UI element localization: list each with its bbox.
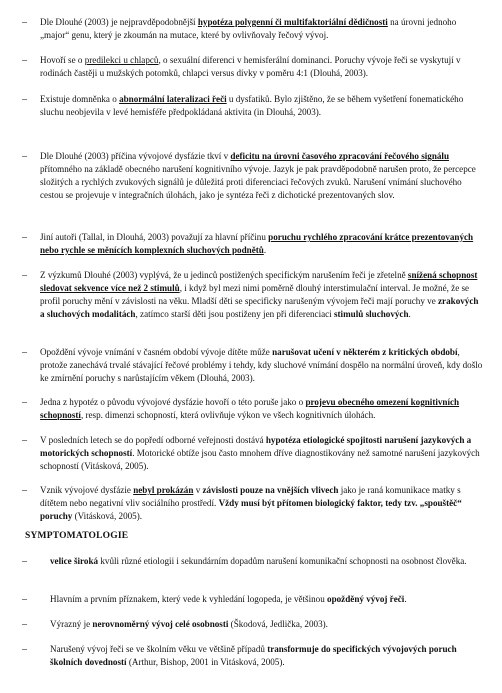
list-dash: – bbox=[22, 556, 27, 567]
list-item bbox=[40, 54, 485, 80]
list-item bbox=[50, 618, 490, 631]
list-dash: – bbox=[22, 232, 27, 243]
text-run: Existuje domněnka o bbox=[40, 94, 120, 104]
list-item bbox=[40, 396, 485, 422]
text-run: V posledních letech se do popředí odborné veřejnosti dostává bbox=[40, 435, 266, 445]
text-run: opožděný vývoj řeči bbox=[327, 594, 405, 604]
list-dash: – bbox=[22, 594, 27, 605]
text-run: , zatímco starší děti jsou postiženy jen při diferenciaci bbox=[135, 309, 334, 319]
text-run: Narušený vývoj řeči se ve školním věku ve většině případů bbox=[50, 644, 268, 654]
text-run: Vždy musí být přítomen biologický faktor, tedy tzv. „spouštěč“ poruchy bbox=[40, 498, 462, 521]
list-item bbox=[50, 555, 490, 568]
text-run: u dysfatiků. Bylo zjištěno, že se během vyšetření fonematického sluchu neobjevila v levé hemisféře předpokládaná aktivita (in Dlouhá, 2003). bbox=[40, 94, 464, 117]
text-run: stimulů sluchových bbox=[333, 309, 409, 319]
text-run: na úrovni jednoho „major“ genu, který je zkoumán na mutace, které by ovlivňovaly řečový vývoj. bbox=[40, 17, 457, 40]
list-item bbox=[40, 16, 485, 42]
text-run: přítomného na základě obecného narušení kognitivního vývoje. Jazyk je pak pravděpodobně narušen proto, že percepce složitých a rychlých zvukových signálů je důležitá proti diferenciaci řečových zvuků. Narušení vnímání sluchového cestou se projevuje v integračních úlohách, jako je syntéza řeči z dichotické prezentovaných slov. bbox=[40, 164, 476, 200]
list-dash: – bbox=[22, 619, 27, 630]
text-run: nebyl prokázán bbox=[133, 485, 194, 495]
text-run: (Arthur, Bishop, 2001 in Vitásková, 2005). bbox=[126, 657, 285, 667]
list-item bbox=[40, 269, 485, 321]
list-dash: – bbox=[22, 435, 27, 446]
text-run: abnormální lateralizaci řeči bbox=[119, 94, 227, 104]
section-heading: SYMPTOMATOLOGIE bbox=[25, 531, 129, 541]
text-run: . bbox=[408, 309, 411, 319]
list-item bbox=[50, 593, 490, 606]
list-item bbox=[40, 231, 485, 257]
list-dash: – bbox=[22, 17, 27, 28]
text-run: narušovat učení v některém z kritických období bbox=[272, 347, 458, 357]
text-run: hypotéza etiologické spojitosti narušení jazykových a motorických schopností bbox=[40, 435, 472, 458]
text-run: nerovnoměrný vývoj celé osobnosti bbox=[92, 619, 229, 629]
list-dash: – bbox=[22, 644, 27, 655]
text-run: predilekci u chlapců bbox=[84, 55, 159, 65]
text-run: . bbox=[263, 245, 267, 255]
text-run: Výrazný je bbox=[50, 619, 93, 629]
text-run: Jiní autoři (Tallal, in Dlouhá, 2003) považují za hlavní příčinu bbox=[40, 232, 269, 242]
text-run: poruchu rychlého zpracování krátce prezentovaných nebo rychle se měnících komplexních sluchových podnětů bbox=[40, 232, 474, 255]
text-run: velice široká bbox=[50, 556, 99, 566]
list-dash: – bbox=[22, 347, 27, 358]
list-item bbox=[40, 484, 485, 523]
list-dash: – bbox=[22, 397, 27, 408]
text-run: Dle Dlouhé (2003) je nejpravděpodobnější bbox=[40, 17, 198, 27]
list-dash: – bbox=[22, 55, 27, 66]
text-run: transformuje do specifických vývojových poruch školních dovedností bbox=[50, 644, 457, 667]
text-run: projevu obecného omezení kognitivních schopností bbox=[40, 397, 460, 420]
text-run: (Škodová, Jedlička, 2003). bbox=[228, 619, 328, 629]
text-run: . bbox=[404, 594, 407, 604]
list-item bbox=[40, 93, 485, 119]
text-run: zrakových a sluchových modalitách bbox=[40, 296, 479, 319]
text-run: , resp. dimenzi schopností, která ovlivňuje výkon ve všech kognitivních úlohách. bbox=[80, 410, 376, 420]
text-run: , i když byl mezi nimi poměrně dlouhý interstimulační interval. Je možné, že se profil poruchy mění v závislosti na věku. Mladší děti se specificky narušeným vývojem řeči mají poruchy ve bbox=[40, 283, 470, 306]
text-run: (Vitásková, 2005). bbox=[72, 511, 143, 521]
text-run: v bbox=[193, 485, 203, 495]
text-run: Vznik vývojové dysfázie bbox=[40, 485, 134, 495]
text-run: , o sexuální diferenci v hemisferální dominanci. Poruchy vývoje řeči se vyskytují v rodinách častěji u mužských potomků, chlapci versus dívky v poměru 4:1 (Dlouhá, 2003). bbox=[40, 55, 461, 78]
text-run: Opoždění vývoje vnímání v časném období vývoje dítěte může bbox=[40, 347, 273, 357]
text-run: Hlavním a prvním příznakem, který vede k vyhledání logopeda, je většinou bbox=[50, 594, 328, 604]
text-run: Z výzkumů Dlouhé (2003) vyplývá, že u jedinců postižených specifickým narušením řeči je zřetelně bbox=[40, 270, 408, 280]
text-run: , protože zanechává trvalé stávající řečové problémy i tehdy, kdy sluchové vnímání dospělo na normální úroveň, kdy došlo ke zmírnění poruchy s narůstajícím věkem (Dlouhá, 2003). bbox=[40, 347, 483, 383]
list-dash: – bbox=[22, 270, 27, 281]
text-run: snížená schopnost sledovat sekvence více než 2 stimulů bbox=[40, 270, 478, 293]
list-item bbox=[40, 434, 485, 473]
list-item bbox=[50, 643, 490, 669]
list-dash: – bbox=[22, 151, 27, 162]
list-item bbox=[40, 150, 485, 202]
text-run: jako je raná komunikace matky s dítětem nebo negativní vliv sociálního prostředí. bbox=[40, 485, 461, 508]
text-run: kvůli různé etiologii i sekundárním dopadům narušení komunikační schopnosti na osobnost člověka. bbox=[98, 556, 467, 566]
text-run: Dle Dlouhé (2003) příčina vývojové dysfázie tkví v bbox=[40, 151, 231, 161]
text-run: hypotéza polygenní či multifaktoriální dědičnosti bbox=[197, 17, 388, 27]
text-run: . Motorické obtíže jsou často mnohem dříve diagnostikovány než samotné narušení jazykových schopností (Vitásková, 2005). bbox=[40, 448, 480, 471]
list-item bbox=[40, 346, 485, 385]
text-run: Jedna z hypotéz o původu vývojové dysfázie hovoří o této poruše jako o bbox=[40, 397, 306, 407]
text-run: deficitu na úrovni časového zpracování řečového signálu bbox=[230, 151, 450, 161]
list-dash: – bbox=[22, 94, 27, 105]
text-run: Hovoří se o bbox=[40, 55, 85, 65]
list-dash: – bbox=[22, 485, 27, 496]
text-run: závislosti pouze na vnějších vlivech bbox=[202, 485, 339, 495]
